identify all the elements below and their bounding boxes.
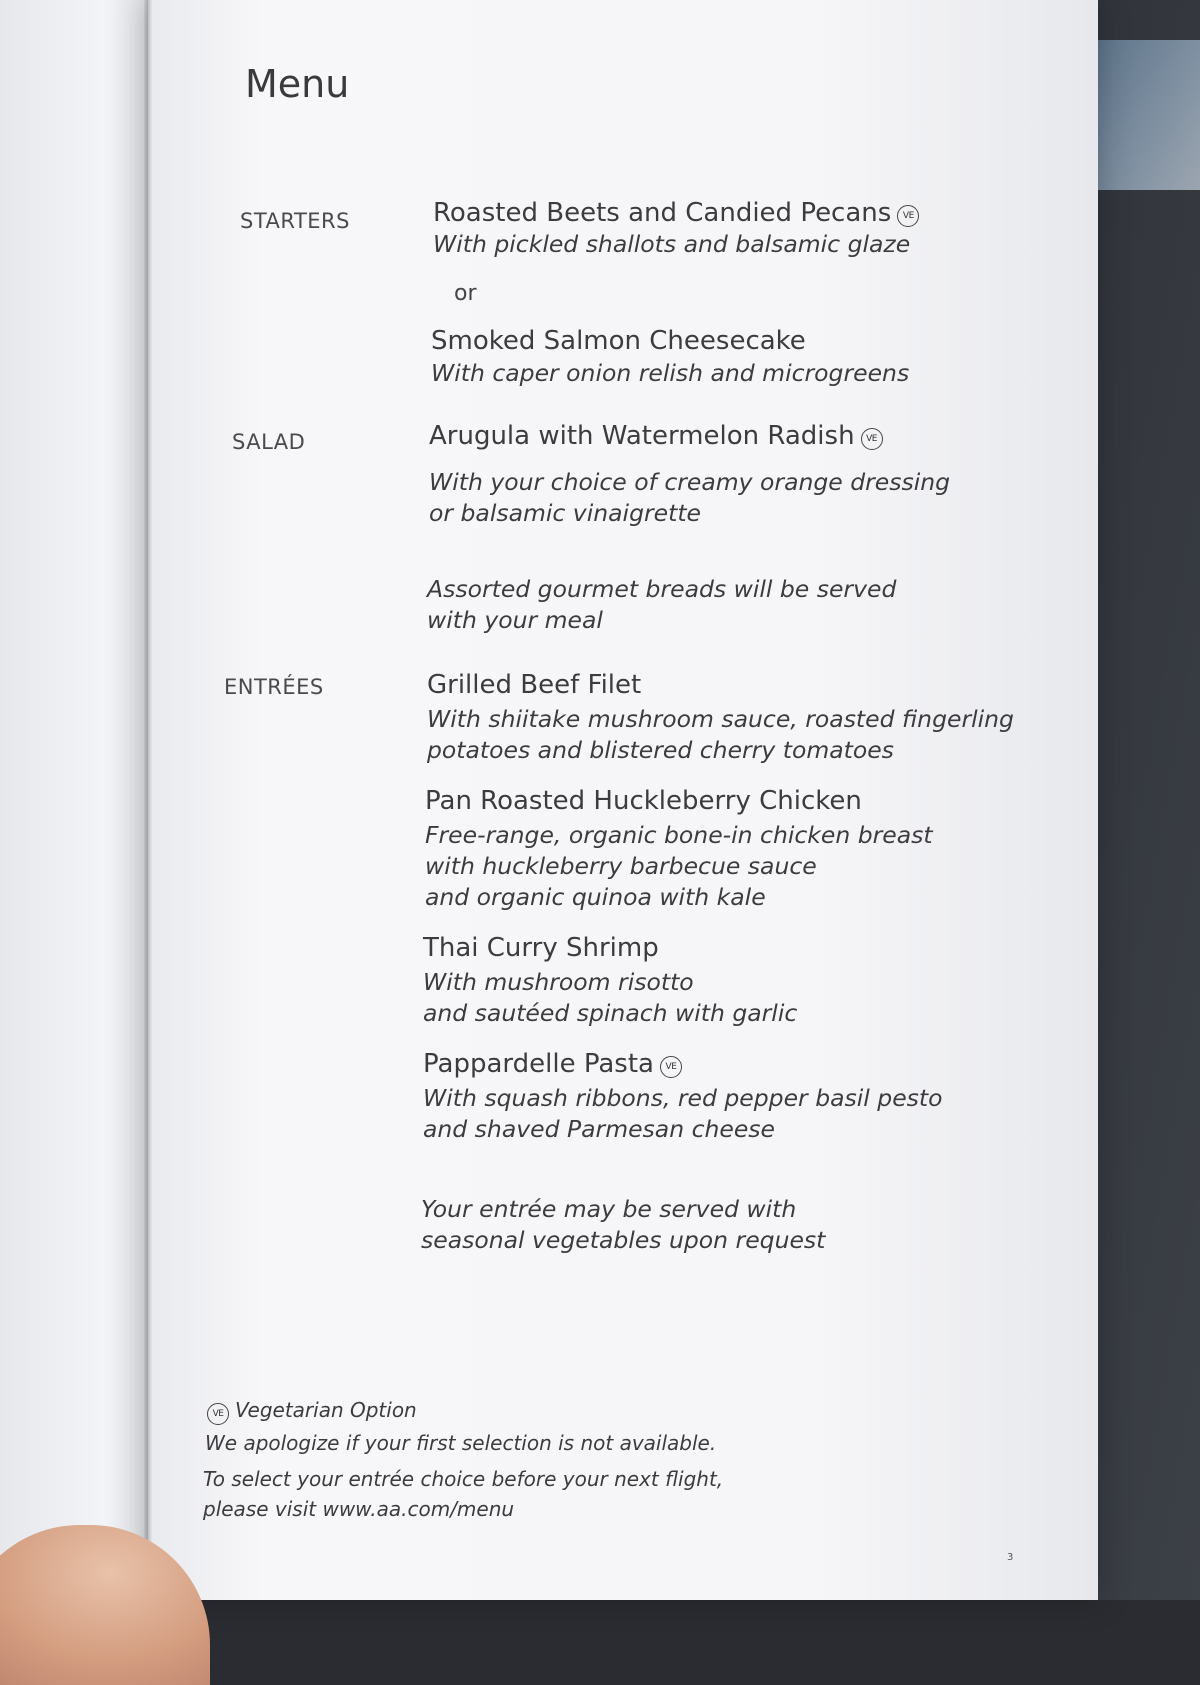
dish-name-text: Arugula with Watermelon Radish	[429, 421, 855, 451]
dish-description: With pickled shallots and balsamic glaze	[433, 230, 911, 258]
vegetarian-legend-text: Vegetarian Option	[235, 1398, 417, 1422]
dish-name-huckleberry-chicken: Pan Roasted Huckleberry Chicken	[425, 786, 862, 816]
dish-name-text: Roasted Beets and Candied Pecans	[433, 198, 892, 228]
dish-name-smoked-salmon: Smoked Salmon Cheesecake	[431, 326, 806, 356]
dish-description: With squash ribbons, red pepper basil pesto	[423, 1084, 943, 1112]
apology-note: We apologize if your first selection is not available.	[205, 1431, 717, 1455]
dish-name-arugula	[429, 421, 883, 451]
vegetarian-legend	[207, 1398, 417, 1425]
page-fold	[144, 0, 152, 1600]
dish-description: and shaved Parmesan cheese	[423, 1115, 775, 1143]
menu-title: Menu	[245, 62, 350, 106]
selection-note: please visit www.aa.com/menu	[203, 1497, 515, 1521]
dish-description: and organic quinoa with kale	[425, 883, 766, 911]
section-label-entrees: ENTRÉES	[224, 675, 324, 699]
dish-description: with huckleberry barbecue sauce	[425, 852, 817, 880]
dish-name-roasted-beets	[433, 198, 919, 228]
dish-description: Free-range, organic bone-in chicken breast	[425, 821, 933, 849]
entree-note: seasonal vegetables upon request	[421, 1226, 826, 1254]
section-label-salad: SALAD	[232, 430, 306, 454]
vegetarian-icon: VE	[207, 1403, 229, 1425]
dish-name-pappardelle-pasta	[423, 1049, 682, 1079]
breads-note: Assorted gourmet breads will be served	[427, 575, 897, 603]
dish-name-text: Pappardelle Pasta	[423, 1049, 654, 1079]
dish-description: With shiitake mushroom sauce, roasted fingerling	[427, 705, 1014, 733]
section-label-starters: STARTERS	[240, 209, 350, 233]
dish-name-beef-filet: Grilled Beef Filet	[427, 670, 642, 700]
page-number: 3	[1007, 1552, 1014, 1563]
dish-description: or balsamic vinaigrette	[429, 499, 701, 527]
dish-description: With mushroom risotto	[423, 968, 694, 996]
vegetarian-icon: VE	[861, 428, 883, 450]
vegetarian-icon: VE	[660, 1056, 682, 1078]
breads-note: with your meal	[427, 606, 603, 634]
selection-note: To select your entrée choice before your next flight,	[203, 1467, 724, 1491]
entree-note: Your entrée may be served with	[421, 1195, 797, 1223]
background-object	[1080, 40, 1200, 190]
vegetarian-icon: VE	[897, 205, 919, 227]
dish-description: potatoes and blistered cherry tomatoes	[427, 736, 894, 764]
dish-name-thai-curry-shrimp: Thai Curry Shrimp	[423, 933, 659, 963]
dish-description: With your choice of creamy orange dressing	[429, 468, 951, 496]
dish-description: and sautéed spinach with garlic	[423, 999, 798, 1027]
or-separator: or	[454, 281, 477, 306]
left-page	[0, 0, 150, 1600]
dish-description: With caper onion relish and microgreens	[431, 359, 910, 387]
